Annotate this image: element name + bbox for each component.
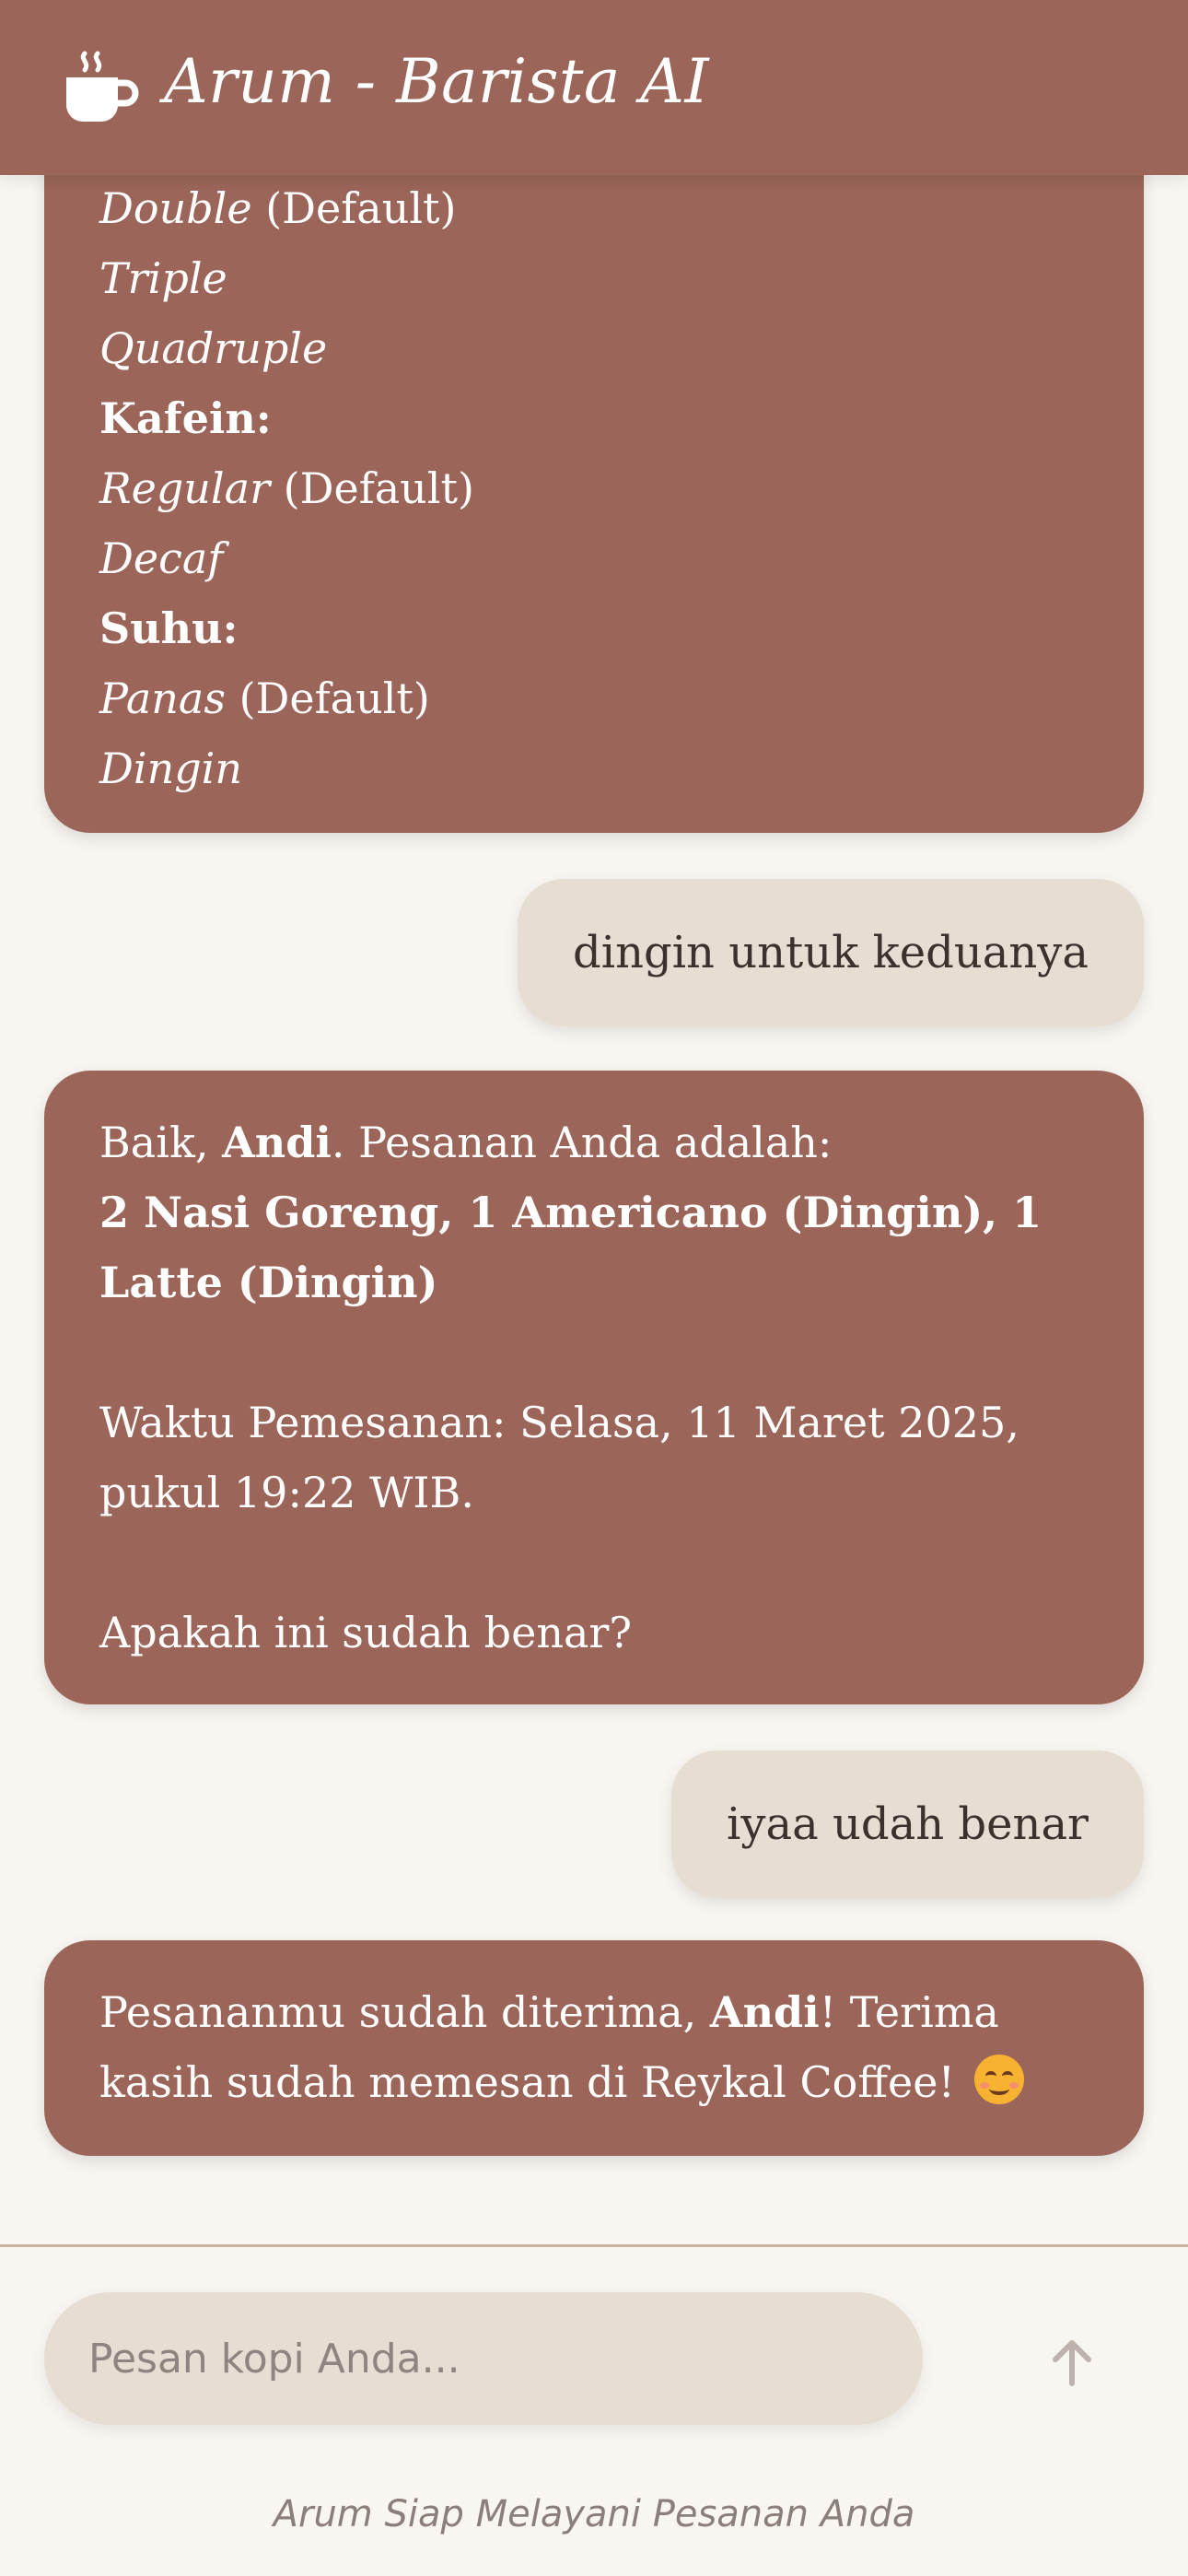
- option-line: Triple: [99, 253, 227, 303]
- message-input[interactable]: [88, 2292, 880, 2425]
- option-line: Regular (Default): [99, 463, 474, 513]
- option-line: Panas (Default): [99, 673, 430, 723]
- input-divider: [0, 2244, 1188, 2247]
- order-question: Apakah ini sudah benar?: [99, 1608, 633, 1657]
- footer-tagline: Arum Siap Melayani Pesanan Anda: [273, 2493, 915, 2535]
- smiling-face-icon: [974, 2055, 1024, 2104]
- option-heading: Suhu:: [99, 603, 239, 653]
- bot-message-order-confirmation: [44, 1071, 1144, 1704]
- thanks-text: Pesananmu sudah diterima, Andi! Terima kasih sudah memesan di Reykal Coffee!: [99, 1977, 1089, 2117]
- app-title: Arum - Barista AI: [164, 46, 710, 117]
- bot-message-thanks: [44, 1940, 1144, 2156]
- spacer: [99, 1528, 1089, 1598]
- spacer: [99, 1317, 1089, 1388]
- user-message-text: dingin untuk keduanya: [572, 927, 1089, 978]
- bot-message-options: [44, 103, 1144, 833]
- message-input-container[interactable]: [44, 2292, 923, 2425]
- user-message: [671, 1751, 1144, 1898]
- send-button[interactable]: [1031, 2322, 1112, 2403]
- arrow-up-icon: [1050, 2337, 1094, 2387]
- app-header: [0, 0, 1188, 175]
- option-line: Quadruple: [99, 323, 328, 373]
- order-intro: Baik, Andi. Pesanan Anda adalah:: [99, 1118, 833, 1167]
- option-heading: Kafein:: [99, 393, 272, 443]
- option-line: Dingin: [99, 744, 243, 793]
- option-line: Decaf: [99, 533, 224, 583]
- order-summary: 2 Nasi Goreng, 1 Americano (Dingin), 1 Latte (Dingin): [99, 1188, 1042, 1307]
- order-time: Waktu Pemesanan: Selasa, 11 Maret 2025, pukul 19:22 WIB.: [99, 1398, 1019, 1517]
- user-message-text: iyaa udah benar: [727, 1798, 1089, 1850]
- coffee-cup-icon: [61, 48, 142, 129]
- option-line: Double (Default): [99, 183, 457, 233]
- user-message: [518, 879, 1144, 1026]
